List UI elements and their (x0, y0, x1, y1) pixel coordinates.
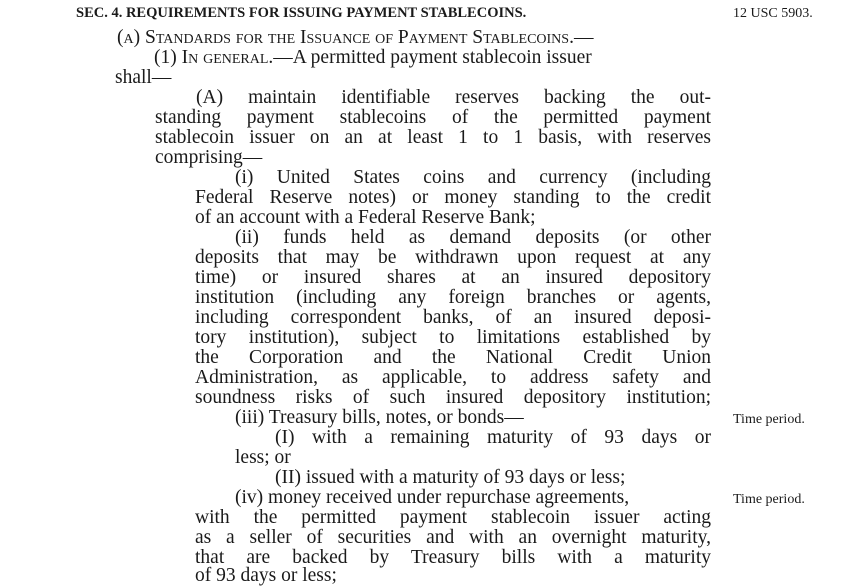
text-line: of an account with a Federal Reserve Bank; (195, 207, 536, 228)
text-line: (I) with a remaining maturity of 93 days or (275, 427, 711, 448)
text-line: the Corporation and the National Credit Union (195, 347, 711, 368)
text-line: as a seller of securities and with an overnight maturity, (195, 527, 711, 548)
paragraph-1-line (154, 48, 592, 68)
text-line: Federal Reserve notes) or money standing to the credit (195, 187, 711, 208)
text-line: including correspondent banks, of an insured deposi- (195, 307, 711, 328)
text-line: (A) maintain identifiable reserves backing the out- (196, 87, 711, 108)
text-line: soundness risks of such insured depository institution; (195, 387, 711, 408)
text-line: time) or insured shares at an insured depository (195, 267, 711, 288)
section-heading: SEC. 4. REQUIREMENTS FOR ISSUING PAYMENT STABLECOINS. (76, 5, 527, 21)
paragraph-1-heading: (1) In general. (154, 47, 274, 68)
text-line: (ii) funds held as demand deposits (or other (235, 227, 711, 248)
text-line: of 93 days or less; (195, 565, 337, 586)
text-line: shall— (115, 67, 172, 88)
text-line: comprising— (155, 147, 263, 168)
text-line: that are backed by Treasury bills with a maturity (195, 547, 711, 568)
paragraph-1-text: —A permitted payment stablecoin issuer (273, 47, 592, 68)
margin-note-time-period: Time period. (733, 412, 805, 427)
text-line: deposits that may be withdrawn upon request at any (195, 247, 711, 268)
margin-note-time-period: Time period. (733, 492, 805, 507)
text-line: stablecoin issuer on an at least 1 to 1 basis, with reserves (155, 127, 711, 148)
text-line: standing payment stablecoins of the permitted payment (155, 107, 711, 128)
text-line: tory institution), subject to limitations established by (195, 327, 711, 348)
text-line: Administration, as applicable, to address safety and (195, 367, 711, 388)
text-line: (iii) Treasury bills, notes, or bonds— (235, 407, 524, 428)
text-line: with the permitted payment stablecoin issuer acting (195, 507, 711, 528)
subsection-a-heading: (a) Standards for the Issuance of Payment Stablecoins.— (117, 27, 594, 48)
text-line: (II) issued with a maturity of 93 days or less; (275, 467, 626, 488)
usc-citation: 12 USC 5903. (733, 6, 813, 21)
text-line: institution (including any foreign branches or agents, (195, 287, 711, 308)
text-line: less; or (235, 447, 291, 468)
text-line: (iv) money received under repurchase agreements, (235, 487, 630, 508)
text-line: (i) United States coins and currency (including (235, 167, 711, 188)
